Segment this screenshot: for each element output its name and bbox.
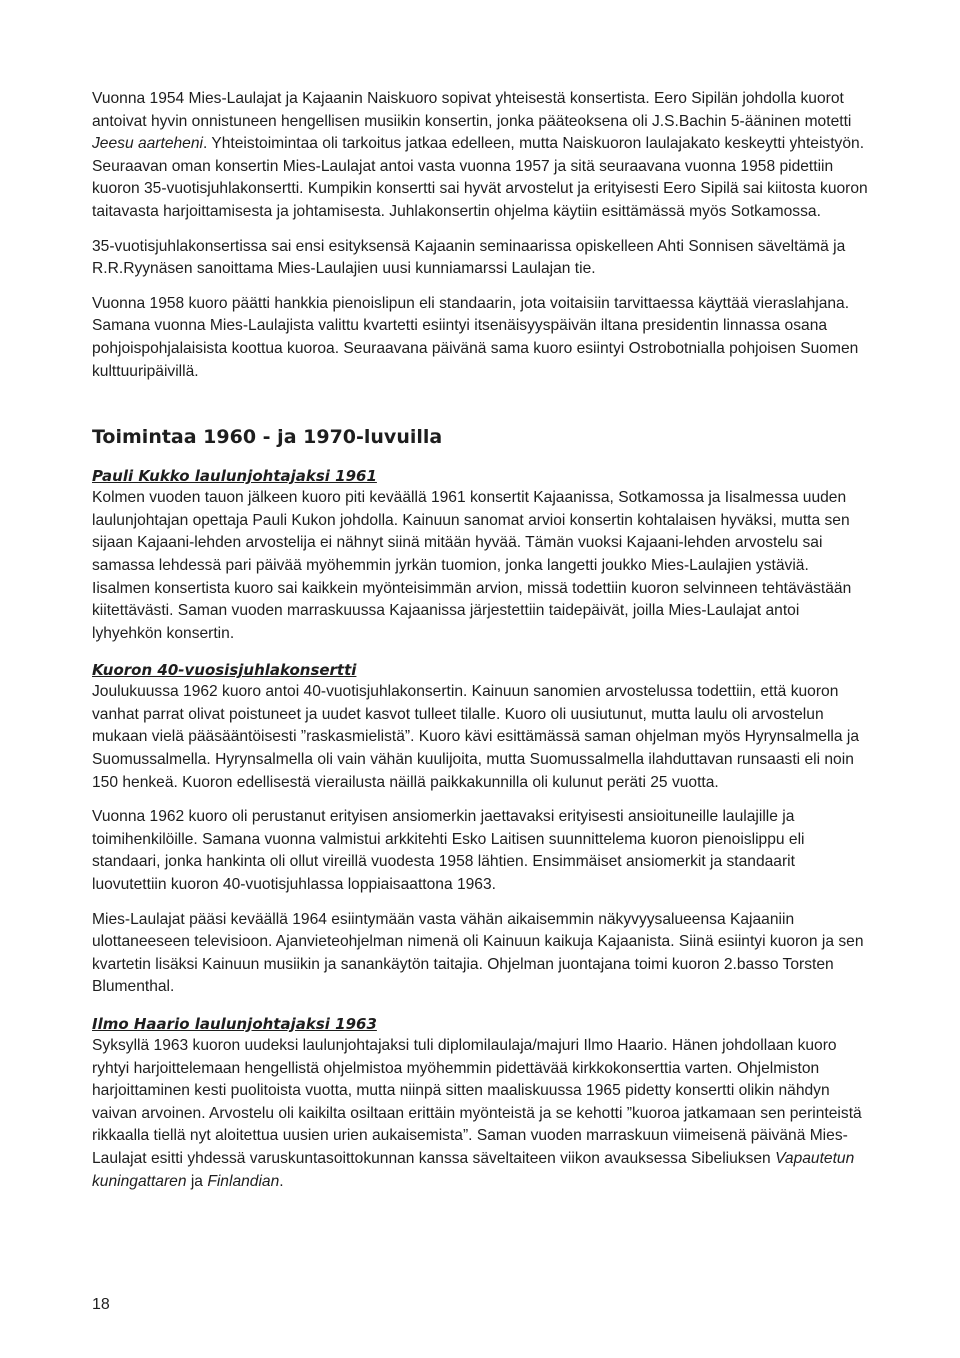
work-title-2: Finlandian: [207, 1172, 280, 1190]
intro-paragraph-1: Vuonna 1954 Mies-Laulajat ja Kajaanin Naiskuoro sopivat yhteisestä konsertista. Eero Sipilän johdolla kuorot antoivat hyvin onnistuneen hengellisen musiikin konsertin, jonka pääteoksena oli J.S.Bachin 5-ääninen motetti Jeesu aarteheni. Yhteistoimintaa oli tarkoitus jatkaa edelleen, mutta Naiskuoron laulajakato keskeytti yhteistyön. Seuraavan oman konsertin Mies-Laulajat antoi vasta vuonna 1957 ja sitä seuraavana vuonna 1958 pidettiin kuoron 35-vuotisjuhlakonsertti. Kumpikin konsertti sai hyvät arvostelut ja erityisesti Eero Sipilä sai kiitosta kuoron taitavasta harjoittamisesta ja johtamisesta. Juhlakonsertin ohjelma käytiin esittämässä myös Sotkamossa.: [92, 90, 868, 220]
subsection-heading-forty: Kuoron 40-vuosisjuhlakonsertti: [92, 661, 357, 680]
intro-paragraph-2: 35-vuotisjuhlakonsertissa sai ensi esityksensä Kajaanin seminaarissa opiskelleen Ahti Sonnisen säveltämä ja R.R.Ryynäsen sanoittama Mies-Laulajien uusi kunniamarssi Laulajan tie.: [92, 237, 846, 278]
work-title-1: Vapautetun kuningattaren: [92, 1149, 855, 1190]
forty-paragraph-3: Mies-Laulajat pääsi keväällä 1964 esiintymään vasta vähän aikaisemmin näkyvyysalueensa Kajaaniin ulottaneeseen televisioon. Ajanvieteohjelman nimenä oli Kainuun kaikuja Kajaanista. Siinä esiintyi kuoron ja sen kvartetin lisäksi Kainuun musiikin ja sanankäytön taitajia. Ohjelman juontajana toimi kuoron 2.basso Torsten Blumenthal.: [92, 910, 864, 996]
subsection-kukko: [92, 465, 870, 645]
subsection-heading-kukko: Pauli Kukko laulunjohtajaksi 1961: [92, 467, 377, 486]
subsection-heading-haario: Ilmo Haario laulunjohtajaksi 1963: [92, 1015, 377, 1033]
motet-title: Jeesu aarteheni: [92, 135, 203, 153]
document-page: [92, 88, 870, 1193]
haario-paragraph-1: Syksyllä 1963 kuoron uudeksi laulunjohtajaksi tuli diplomilaulaja/majuri Ilmo Haario. Hänen johdollaan kuoro ryhtyi harjoittelemaan hengellistä ohjelmistoa myöhemmin pidettävää kirkkokonserttia varten. Ohjelmiston harjoittaminen kesti puolitoista vuotta, mutta niinpä sitten maaliskuussa 1965 pidetty konsertti olikin nähdyn vaivan arvoinen. Arvostelu oli kaikilta osiltaan erittäin myönteistä ja se kehotti ”kuoroa jatkamaan sen perinteistä rikkaalla tiellä nyt aloitettua uusien urien aukaisemista”. Saman vuoden marraskuun viimeisenä päivänä Mies-Laulajat esitti yhdessä varuskuntasoittokunnan kanssa säveltaiteen viikon avauksessa Sibeliuksen Vapautetun kuningattaren ja Finlandian.: [92, 1037, 862, 1190]
section-title: Toimintaa 1960 - ja 1970-luvuilla: [92, 426, 443, 449]
intro-paragraph-3: Vuonna 1958 kuoro päätti hankkia pienoislipun eli standaarin, jota voitaisiin tarvittaessa käyttää vieraslahjana. Samana vuonna Mies-Laulajista valittu kvartetti esiintyi itsenäisyyspäivän iltana presidentin linnassa osana pohjoispohjalaisista koottua kuoroa. Seuraavana päivänä sama kuoro esiintyi Ostrobotnialla pohjoisen Suomen kulttuuripäivillä.: [92, 294, 859, 380]
subsection-forty: [92, 659, 870, 999]
subsection-haario: [92, 1013, 870, 1193]
forty-paragraph-1: Joulukuussa 1962 kuoro antoi 40-vuotisjuhlakonsertin. Kainuun sanomien arvostelussa todettiin, että kuoron vanhat parrat olivat poistuneet ja uudet kasvot tulleet tilalle. Kuoro oli uusiutunut, mutta laulu oli arvostelun mukaan vielä pääsääntöisesti ”raskasmielistä”. Kuoro kävi esittämässä saman ohjelman myös Hyrynsalmella ja Suomussalmella. Hyrynsalmella oli vain vähän kuulijoita, mutta Suomussalmella ilahduttavan runsaasti eli noin 150 henkeä. Kuoron edellisestä vierailusta näillä paikkakunnilla oli kulunut peräti 25 vuotta.: [92, 683, 860, 791]
kukko-paragraph-1: Kolmen vuoden tauon jälkeen kuoro piti keväällä 1961 konsertit Kajaanissa, Sotkamossa ja Iisalmessa uuden laulunjohtajan opettaja Pauli Kukon johdolla. Kainuun sanomat arvioi konsertin kohtalaisen hyväksi, mutta sen sijaan Kajaani-lehden arvostelija ei nähnyt siinä mitään hyvää. Tämän vuoksi Kajaani-lehden arvostelu sai samassa lehdessä pari päivää myöhemmin jyrkän tuomion, jonka langetti joukko Mies-Laulajien ystäviä. Iisalmen konsertista kuoro sai kaikkein myönteisimmän arvion, missä todettiin kuoron selvinneen tehtävästään kiitettävästi. Saman vuoden marraskuussa Kajaanissa järjestettiin taidepäivät, joilla Mies-Laulajat antoi lyhyehkön konsertin.: [92, 489, 852, 642]
page-number: 18: [92, 1296, 110, 1313]
forty-paragraph-2: Vuonna 1962 kuoro oli perustanut erityisen ansiomerkin jaettavaksi erityisesti ansioituneille laulajille ja toimihenkilöille. Samana vuonna valmistui arkkitehti Esko Laitisen suunnittelema kuoron pienoislippu eli standaari, jonka hankinta oli ollut vireillä vuodesta 1958 lähtien. Ensimmäiset ansiomerkit ja standaarit luovutettiin kuoron 40-vuotisjuhlassa loppiaisaattona 1963.: [92, 808, 805, 894]
